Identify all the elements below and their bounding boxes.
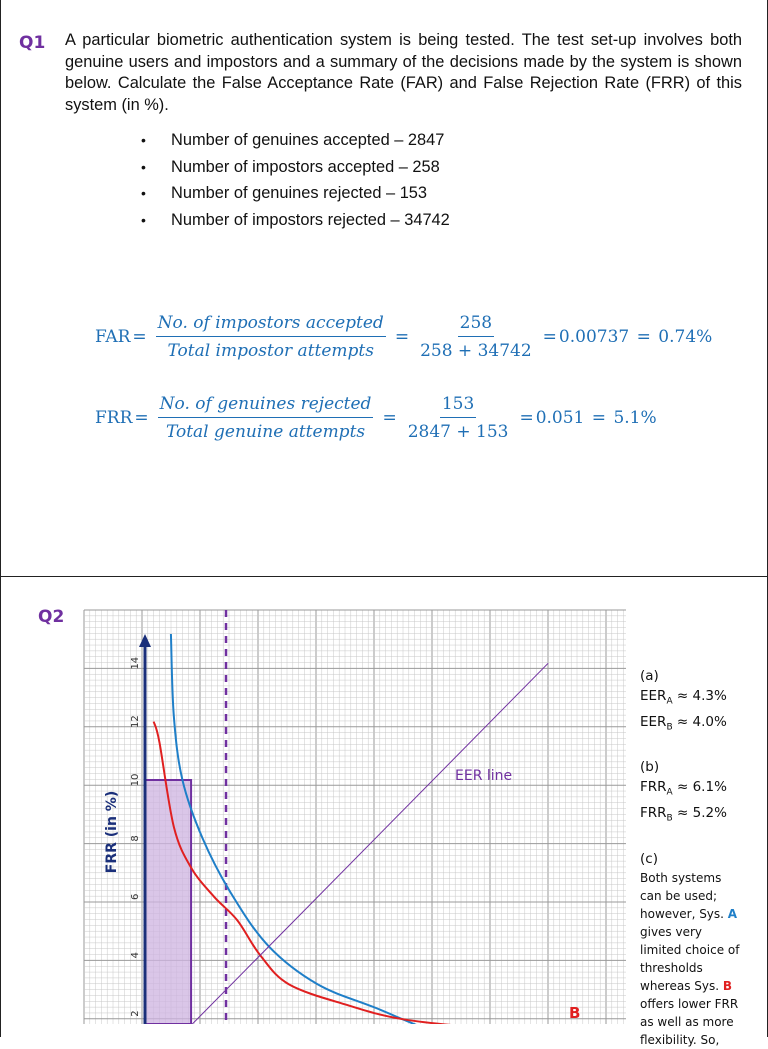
q2-label: Q2 — [38, 607, 65, 627]
frr-denominator-values: 2847 + 153 — [407, 422, 509, 442]
eer-line-label: EER line — [455, 768, 513, 784]
far-lhs: FAR — [95, 327, 131, 347]
answer-c-label: (c) — [640, 850, 658, 867]
q2-answers — [640, 666, 766, 1049]
frr-numerator-values: 153 — [440, 394, 476, 418]
far-denominator-values: 258 + 34742 — [420, 341, 532, 361]
list-item: • Number of impostors accepted – 258 — [141, 156, 450, 183]
y-tick-label: 4 — [130, 952, 141, 959]
far-numerator-words: No. of impostors accepted — [156, 313, 386, 337]
frr-result-decimal: 0.051 — [535, 408, 585, 428]
eer-a-answer: $EER_A \approx 4.3\%$ — [640, 688, 727, 707]
frr-denominator-words: Total genuine attempts — [165, 422, 366, 442]
y-tick-label: 6 — [130, 893, 141, 900]
frr-b-answer: $FRR_B \approx 5.2\%$ — [640, 805, 727, 824]
far-denominator-words: Total impostor attempts — [167, 341, 374, 361]
y-tick-label: 10 — [130, 773, 141, 787]
frr-lhs: FRR — [95, 408, 133, 428]
list-item: • Number of impostors rejected – 34742 — [141, 209, 450, 236]
y-axis-label: FRR (in %) — [104, 790, 120, 874]
answer-a-label: (a) — [640, 668, 659, 684]
far-result-percent: 0.74% — [658, 327, 713, 347]
frr-result-percent: 5.1% — [613, 408, 657, 428]
answer-c-text: Both systems can be used; however, Sys. A gives very limited choice of thresholds whereas Sys. B offers lower FRR as well as more flexibility. So, — [640, 870, 740, 1047]
eer-b-answer: $EER_B \approx 4.0\%$ — [640, 713, 727, 733]
y-tick-label: 14 — [130, 656, 141, 670]
far-numerator-values: 258 — [458, 313, 494, 337]
frr-numerator-words: No. of genuines rejected — [158, 394, 374, 418]
far-result-decimal: 0.00737 — [558, 327, 630, 347]
frr-a-answer: $FRR_A \approx 6.1\%$ — [640, 779, 727, 799]
q1-bullet-list — [141, 129, 450, 235]
y-tick-label: 8 — [130, 835, 141, 842]
curve-b-label: B — [569, 1004, 581, 1022]
frr-equation: FRR = $\frac{\text{No. of genuines rejected}}{\text{Total genuine attempts}}$ = $\frac{153}{2847 + 153}$ = 0.051 = 5.1% — [95, 394, 657, 442]
y-tick-label: 12 — [130, 715, 141, 728]
q1-label: Q1 — [19, 33, 46, 53]
q1-prompt: A particular biometric authentication system is being tested. The test set-up involves both genuine users and impostors and a summary of the decisions made by the system is shown below. Calculate the False Acceptance Rate (FAR) and False Rejection Rate (FRR) of this system (in %). — [65, 31, 742, 114]
far-equation: FAR = $\frac{\text{No. of impostors accepted}}{\text{Total impostor attempts}}$ = $\frac{258}{258 + 34742}$ = 0.00737 = 0.74% — [95, 313, 713, 361]
y-tick-label: 2 — [130, 1010, 141, 1017]
answer-b-label: (b) — [640, 759, 660, 776]
list-item: • Number of genuines rejected – 153 — [141, 182, 450, 209]
list-item: • Number of genuines accepted – 2847 — [141, 129, 450, 156]
